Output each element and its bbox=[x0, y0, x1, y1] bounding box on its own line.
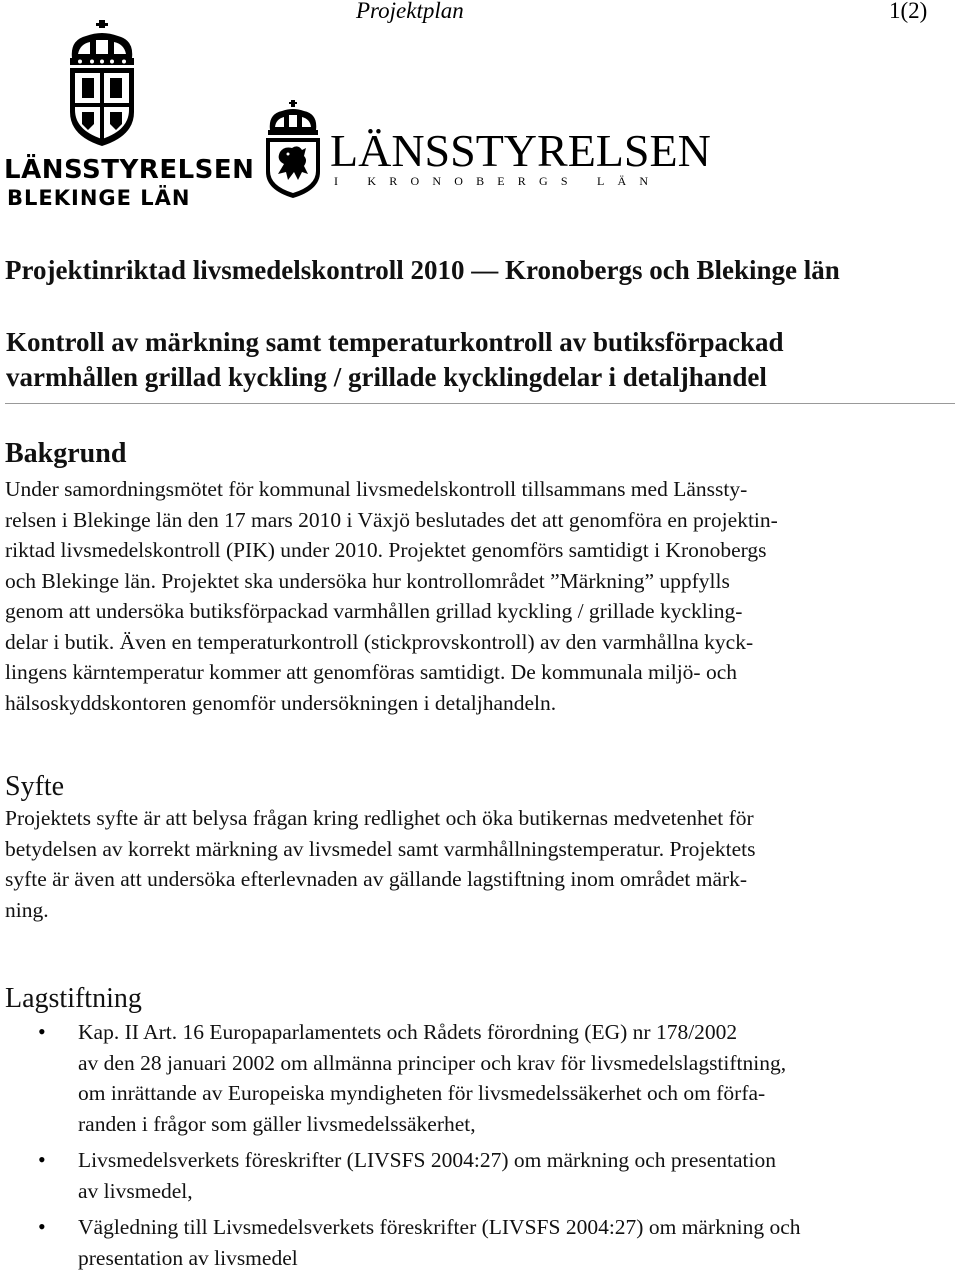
section-heading-syfte: Syfte bbox=[5, 771, 64, 803]
paragraph-line: relsen i Blekinge län den 17 mars 2010 i Växjö beslutades det att genomföra en projektin- bbox=[5, 505, 955, 536]
list-item-line: Vägledning till Livsmedelsverkets föreskrifter (LIVSFS 2004:27) om märkning och bbox=[78, 1212, 960, 1243]
lansstyrelsen-kronoberg-logo bbox=[262, 100, 702, 200]
paragraph-line: lingens kärntemperatur kommer att genomföras samtidigt. De kommunala miljö- och bbox=[5, 657, 955, 688]
logo-blekinge-county: BLEKINGE LÄN bbox=[7, 186, 191, 210]
paragraph-line: ning. bbox=[5, 895, 955, 926]
crown-shield-emblem bbox=[60, 20, 144, 146]
paragraph-line: och Blekinge län. Projektet ska undersöka hur kontrollområdet ”Märkning” uppfylls bbox=[5, 566, 955, 597]
document-type-label: Projektplan bbox=[356, 0, 464, 24]
document-title: Projektinriktad livsmedelskontroll 2010 — Kronobergs och Blekinge län bbox=[5, 255, 840, 286]
list-item-line: Kap. II Art. 16 Europaparlamentets och Rådets förordning (EG) nr 178/2002 bbox=[78, 1017, 960, 1048]
horizontal-divider bbox=[5, 403, 955, 404]
subtitle-line: Kontroll av märkning samt temperaturkontroll av butiksförpackad bbox=[6, 325, 926, 360]
list-item-line: av den 28 januari 2002 om allmänna principer och krav för livsmedelslagstiftning, bbox=[78, 1048, 960, 1079]
paragraph-line: Under samordningsmötet för kommunal livsmedelskontroll tillsammans med Länssty- bbox=[5, 474, 955, 505]
list-item-line: presentation av livsmedel bbox=[78, 1243, 960, 1273]
paragraph-line: hälsoskyddskontoren genomför undersökningen i detaljhandeln. bbox=[5, 688, 955, 719]
paragraph-line: betydelsen av korrekt märkning av livsmedel samt varmhållningstemperatur. Projektets bbox=[5, 834, 955, 865]
bullet-icon: • bbox=[38, 1017, 46, 1048]
bullet-icon: • bbox=[38, 1212, 46, 1243]
paragraph-line: genom att undersöka butiksförpackad varmhållen grillad kyckling / grillade kyckling- bbox=[5, 596, 955, 627]
section-body-bakgrund bbox=[5, 474, 955, 718]
list-item bbox=[0, 1145, 960, 1206]
paragraph-line: delar i butik. Även en temperaturkontroll (stickprovskontroll) av den varmhållna kyck- bbox=[5, 627, 955, 658]
crowned-lion-emblem bbox=[262, 100, 324, 198]
section-heading-lagstiftning: Lagstiftning bbox=[5, 983, 142, 1015]
page-number: 1(2) bbox=[889, 0, 927, 24]
list-item bbox=[0, 1017, 960, 1139]
list-item-line: om inrättande av Europeiska myndigheten för livsmedelssäkerhet och om förfa- bbox=[78, 1078, 960, 1109]
lansstyrelsen-blekinge-logo bbox=[0, 20, 210, 200]
bullet-icon: • bbox=[38, 1145, 46, 1176]
document-subtitle bbox=[6, 325, 926, 395]
legislation-list bbox=[0, 1017, 960, 1273]
list-item-line: randen i frågor som gäller livsmedelssäkerhet, bbox=[78, 1109, 960, 1140]
section-heading-bakgrund: Bakgrund bbox=[5, 438, 126, 470]
logo-kronoberg-name: LÄNSSTYRELSEN bbox=[330, 128, 711, 174]
list-item-line: Livsmedelsverkets föreskrifter (LIVSFS 2004:27) om märkning och presentation bbox=[78, 1145, 960, 1176]
list-item bbox=[0, 1212, 960, 1273]
paragraph-line: syfte är även att undersöka efterlevnaden av gällande lagstiftning inom området märk- bbox=[5, 864, 955, 895]
logo-blekinge-name: LÄNSSTYRELSEN bbox=[4, 155, 254, 185]
section-body-syfte bbox=[5, 803, 955, 925]
subtitle-line: varmhållen grillad kyckling / grillade kycklingdelar i detaljhandel bbox=[6, 360, 926, 395]
paragraph-line: riktad livsmedelskontroll (PIK) under 2010. Projektet genomförs samtidigt i Kronobergs bbox=[5, 535, 955, 566]
paragraph-line: Projektets syfte är att belysa frågan kring redlighet och öka butikernas medvetenhet för bbox=[5, 803, 955, 834]
logo-kronoberg-county: I KRONOBERGS LÄN bbox=[334, 174, 661, 189]
list-item-line: av livsmedel, bbox=[78, 1176, 960, 1207]
